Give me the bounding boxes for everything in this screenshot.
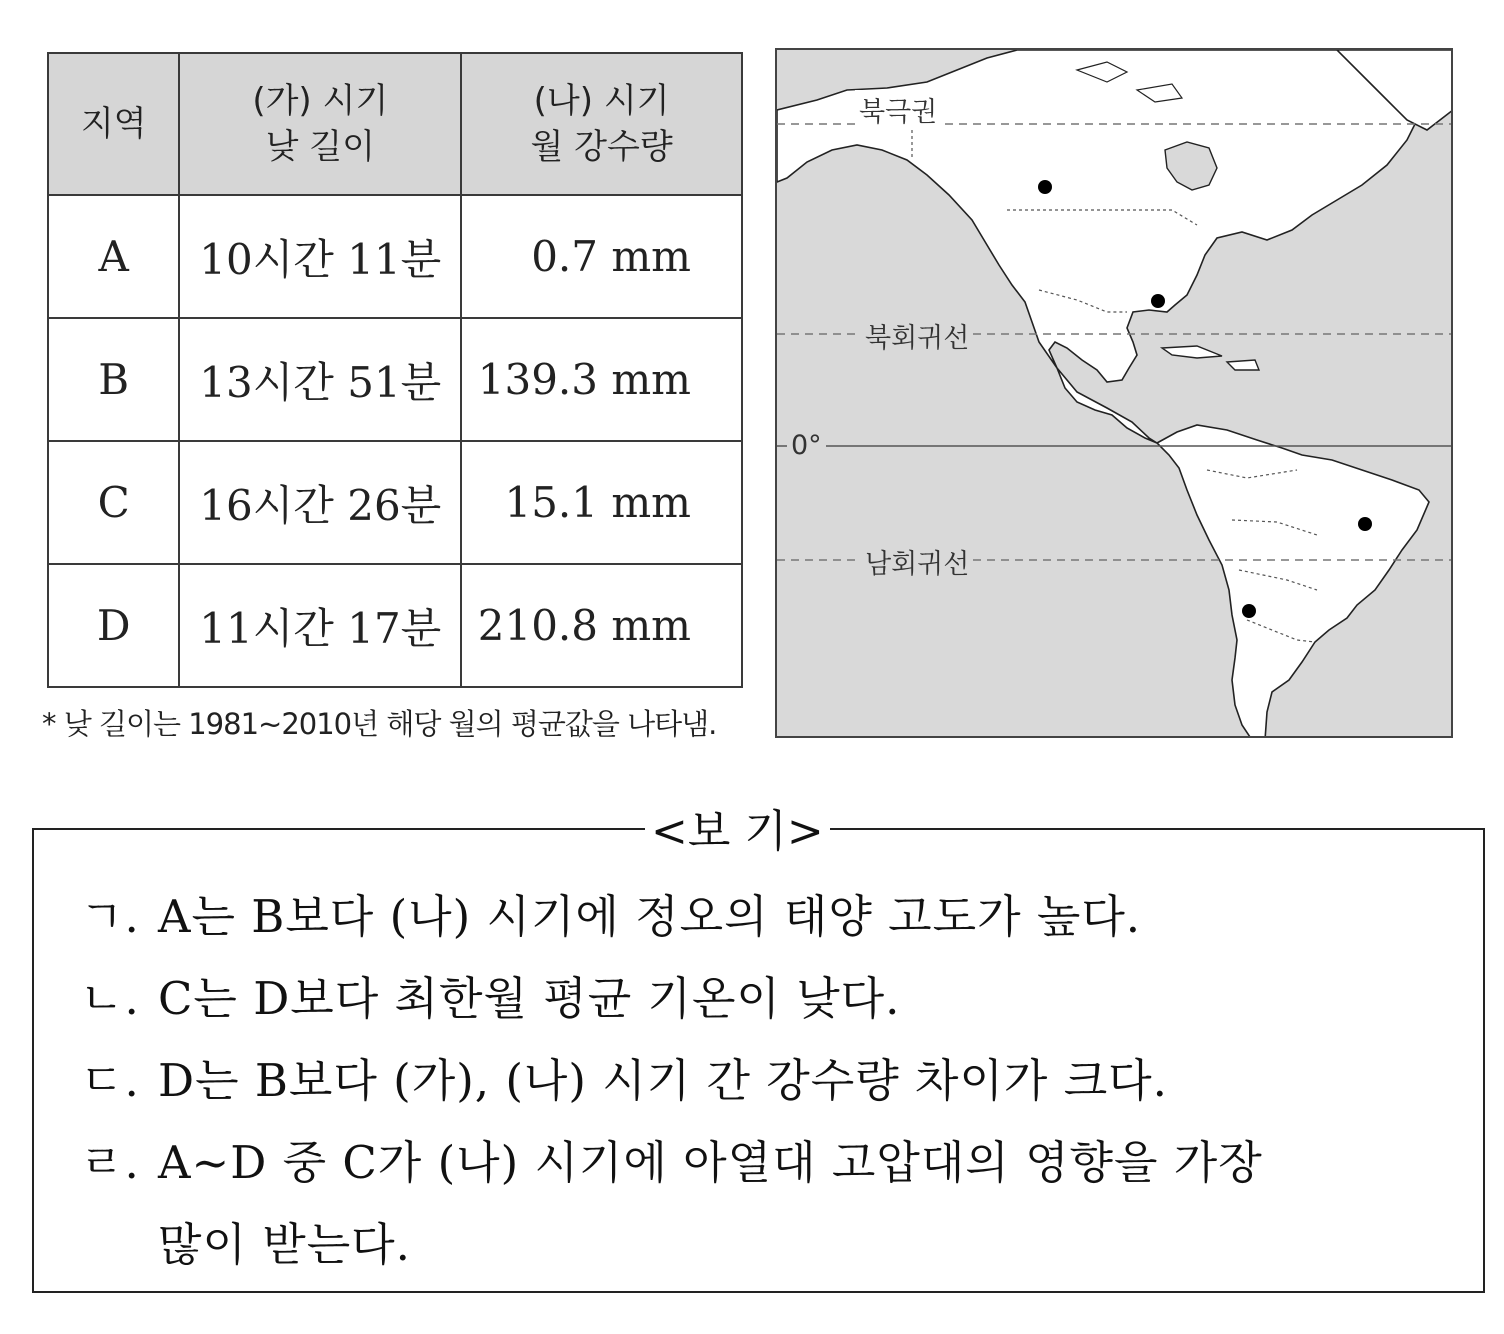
region-cell: C: [48, 441, 179, 564]
header-region: 지역: [48, 53, 179, 195]
choice-rieul-continuation: 많이 받는다.: [158, 1218, 411, 1271]
bogi-title: <보 기>: [645, 795, 830, 859]
arctic-circle-label: 북극권: [855, 90, 941, 129]
header-precip-line1: (나) 시기: [533, 81, 670, 121]
choice-mark: ㄴ.: [80, 972, 140, 1025]
choice-text: C는 D보다 최한월 평균 기온이 낮다.: [158, 972, 901, 1025]
americas-map: [775, 48, 1453, 738]
table-row: [48, 195, 742, 318]
choice-mark: ㄱ.: [80, 890, 140, 943]
header-precip-line2: 월 강수량: [530, 127, 673, 167]
location-dot: [1038, 180, 1052, 194]
choice-digeut: [80, 1044, 1168, 1109]
location-dot: [1242, 604, 1256, 618]
equator-label: 0°: [787, 430, 826, 461]
choice-mark: ㄷ.: [80, 1054, 140, 1107]
header-daylength-line2: 낮 길이: [265, 127, 375, 167]
hispaniola-island: [1227, 360, 1259, 370]
location-dot: [1151, 294, 1165, 308]
choice-text: A는 B보다 (나) 시기에 정오의 태양 고도가 높다.: [158, 890, 1142, 943]
location-dot: [1358, 517, 1372, 531]
map-graphic: [777, 50, 1453, 738]
daylength-cell: 11시간 17분: [179, 564, 461, 687]
header-daylength-line1: (가) 시기: [252, 81, 389, 121]
table-footnote: * 낮 길이는 1981~2010년 해당 월의 평균값을 나타냄.: [42, 707, 717, 741]
table-row: [48, 564, 742, 687]
choice-giyeok: [80, 880, 1141, 945]
table-row: [48, 318, 742, 441]
tropic-of-cancer-label: 북회귀선: [861, 316, 973, 355]
daylength-cell: 10시간 11분: [179, 195, 461, 318]
choice-text: D는 B보다 (가), (나) 시기 간 강수량 차이가 크다.: [158, 1054, 1168, 1107]
table-row: [48, 441, 742, 564]
daylength-cell: 16시간 26분: [179, 441, 461, 564]
daylength-cell: 13시간 51분: [179, 318, 461, 441]
tropic-of-capricorn-label: 남회귀선: [861, 542, 973, 581]
choice-text: A~D 중 C가 (나) 시기에 아열대 고압대의 영향을 가장: [158, 1136, 1263, 1189]
header-daylength: [179, 53, 461, 195]
precip-cell: 210.8 mm: [461, 564, 742, 687]
precip-cell: 15.1 mm: [461, 441, 742, 564]
header-precip: [461, 53, 742, 195]
choice-mark: ㄹ.: [80, 1136, 140, 1189]
choice-rieul: [80, 1126, 1263, 1191]
table-header-row: [48, 53, 742, 195]
cuba-island: [1162, 346, 1222, 358]
precip-cell: 0.7 mm: [461, 195, 742, 318]
region-cell: D: [48, 564, 179, 687]
choice-nieun: [80, 962, 900, 1027]
region-cell: B: [48, 318, 179, 441]
region-cell: A: [48, 195, 179, 318]
climate-table: [47, 52, 743, 688]
precip-cell: 139.3 mm: [461, 318, 742, 441]
